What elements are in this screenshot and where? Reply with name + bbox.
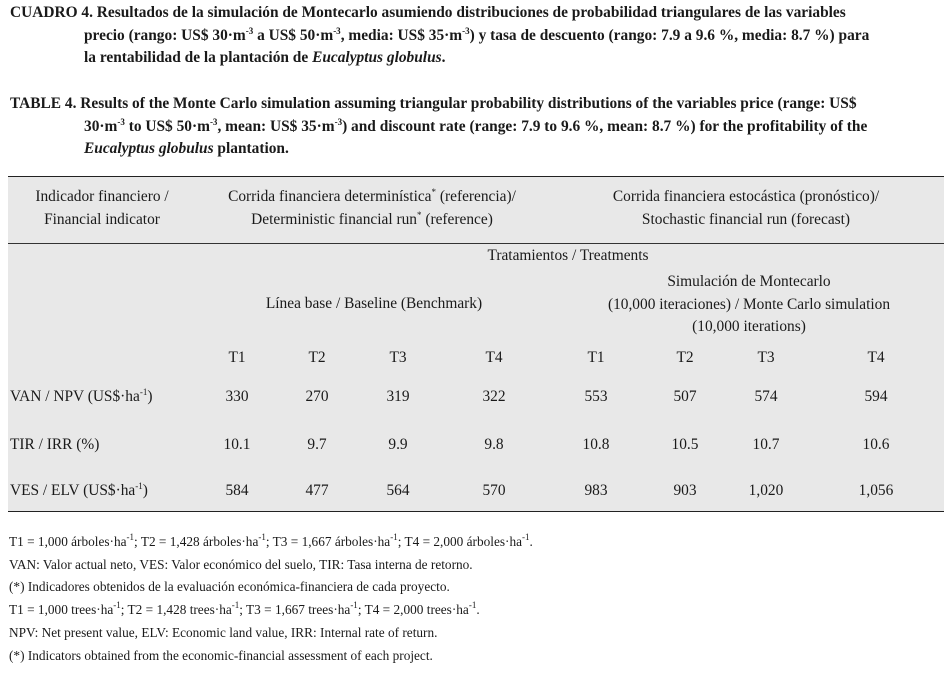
header-deterministic — [228, 186, 516, 231]
superscript: -1 — [390, 532, 398, 542]
row-label-text: TIR / IRR (%) — [10, 436, 100, 453]
caption-es-text: , media: US$ 35·m — [340, 26, 463, 44]
note-abbrev-es: VAN: Valor actual neto, VES: Valor económico del suelo, TIR: Tasa interna de retorno. — [9, 556, 473, 572]
baseline-label: Línea base / Baseline (Benchmark) — [265, 295, 483, 312]
caption-es-line3 — [10, 47, 942, 70]
table-cell: 9.8 — [484, 436, 504, 453]
header-indicator — [35, 186, 168, 231]
table-cell: 570 — [482, 482, 506, 499]
caption-es-text: . — [441, 49, 446, 66]
table-cell: 903 — [673, 482, 697, 499]
column-header: T1 — [228, 349, 246, 366]
header-divider — [8, 243, 944, 244]
superscript: -1 — [231, 600, 240, 611]
asterisk: * — [417, 209, 422, 220]
note-text: ; T4 = 2,000 trees·ha — [357, 602, 469, 618]
table-cell: 1,020 — [748, 482, 784, 499]
caption-en-label: TABLE 4. — [10, 95, 77, 112]
row-label-text: ) — [147, 388, 153, 405]
table-cell: 10.8 — [582, 436, 610, 453]
row-label-text: VES / ELV (US$·ha — [10, 482, 136, 499]
treatments-label: Tratamientos / Treatments — [487, 247, 649, 264]
table-cell: 564 — [386, 482, 410, 499]
montecarlo-text: (10,000 iteraciones) / Monte Carlo simulation — [607, 295, 891, 313]
superscript: -3 — [462, 25, 470, 36]
header-text: Corrida financiera estocástica (pronóstico)/ — [612, 188, 880, 205]
table-cell: 594 — [864, 388, 888, 405]
table-cell: 270 — [305, 388, 329, 405]
table-cell: 9.7 — [307, 436, 327, 453]
caption-es-line1: Resultados de la simulación de Montecarlo asumiendo distribuciones de probabilidad triangulares de las variables — [96, 4, 846, 21]
superscript: -1 — [135, 481, 143, 491]
caption-en-line2 — [10, 116, 942, 139]
table-cell: 10.1 — [223, 436, 251, 453]
row-label-text: VAN / NPV (US$·ha — [10, 388, 140, 405]
header-text: (reference) — [421, 210, 493, 228]
column-header: T2 — [676, 349, 694, 366]
header-text: (referencia)/ — [436, 188, 516, 205]
header-text: Indicador financiero / — [35, 188, 169, 205]
table-cell: 322 — [482, 388, 506, 405]
superscript: -1 — [113, 600, 121, 611]
note-asterisk-en: (*) Indicators obtained from the economic-financial assessment of each project. — [9, 647, 433, 663]
superscript: -1 — [258, 532, 266, 542]
header-text: Stochastic financial run (forecast) — [641, 210, 851, 228]
table-cell: 9.9 — [388, 436, 408, 453]
species-name: Eucalyptus globulus — [312, 49, 442, 66]
species-name: Eucalyptus globulus — [84, 140, 214, 157]
montecarlo-text: (10,000 iterations) — [692, 318, 806, 335]
caption-es-text: precio (rango: US$ 30·m — [84, 26, 246, 44]
table-cell: 1,056 — [858, 482, 894, 499]
column-header: T1 — [587, 349, 605, 366]
column-header: T2 — [308, 349, 326, 366]
caption-es-text: la rentabilidad de la plantación de — [84, 49, 313, 66]
table-cell: 330 — [225, 388, 249, 405]
superscript: -3 — [209, 116, 218, 127]
caption-en-text: to US$ 50·m — [124, 117, 210, 135]
superscript: -3 — [117, 116, 125, 127]
note-text: ; T3 = 1,667 trees·ha — [239, 602, 351, 618]
column-header: T4 — [485, 349, 503, 366]
caption-en-line1: Results of the Monte Carlo simulation assuming triangular probability distributions of the variables price (range: US$ — [80, 95, 857, 112]
note-text: T1 = 1,000 trees·ha — [9, 602, 114, 618]
row-label-irr — [10, 434, 99, 457]
superscript: -3 — [333, 25, 341, 36]
caption-spanish — [10, 2, 942, 70]
superscript: -1 — [468, 600, 477, 611]
table-cell: 477 — [305, 482, 329, 499]
note-asterisk-es: (*) Indicadores obtenidos de la evaluación económica-financiera de cada proyecto. — [9, 579, 450, 595]
caption-en-text: plantation. — [213, 140, 289, 157]
table-notes — [9, 531, 533, 667]
caption-es-line2 — [10, 25, 942, 48]
column-header: T4 — [867, 349, 885, 366]
header-text: Corrida financiera determinística — [228, 188, 432, 205]
caption-en-text: 30·m — [84, 117, 118, 135]
table-cell: 584 — [225, 482, 249, 499]
results-table — [8, 176, 944, 512]
table-cell: 983 — [584, 482, 608, 499]
row-label-elv — [10, 480, 148, 503]
montecarlo-label — [608, 271, 890, 339]
note-text: . — [529, 534, 533, 549]
caption-en-text: ) and discount rate (range: 7.9 to 9.6 %, mean: 8.7 %) for the profitability of the — [342, 117, 868, 135]
note-abbrev-en: NPV: Net present value, ELV: Economic land value, IRR: Internal rate of return. — [9, 624, 438, 640]
table-cell: 10.6 — [862, 436, 890, 453]
table-cell: 319 — [386, 388, 410, 405]
montecarlo-text: Simulación de Montecarlo — [667, 273, 831, 290]
note-text: ; T4 = 2,000 árboles·ha — [397, 534, 523, 549]
note-density-en — [9, 599, 533, 622]
table-cell: 574 — [754, 388, 778, 405]
row-label-text: ) — [142, 482, 148, 499]
caption-es-text: ) y tasa de descuento (rango: 7.9 a 9.6 %, media: 8.7 %) para — [469, 26, 870, 44]
superscript: -1 — [350, 600, 358, 611]
table-cell: 507 — [673, 388, 697, 405]
superscript: -1 — [126, 532, 135, 542]
note-text: ; T2 = 1,428 árboles·ha — [134, 534, 259, 549]
caption-english — [10, 93, 942, 161]
row-label-npv — [10, 386, 152, 409]
asterisk: * — [431, 187, 437, 197]
column-header: T3 — [757, 349, 775, 366]
header-stochastic — [613, 186, 879, 231]
table-cell: 10.7 — [752, 436, 780, 453]
note-density-es — [9, 531, 533, 554]
header-text: Financial indicator — [44, 210, 160, 228]
superscript: -3 — [334, 116, 343, 127]
caption-en-line3 — [10, 138, 942, 161]
caption-en-text: , mean: US$ 35·m — [217, 117, 335, 135]
note-text: . — [476, 602, 480, 618]
superscript: -1 — [139, 387, 148, 397]
caption-es-text: a US$ 50·m — [253, 26, 334, 44]
note-text: ; T3 = 1,667 árboles·ha — [265, 534, 391, 549]
superscript: -1 — [522, 532, 530, 542]
header-text: Deterministic financial run — [251, 210, 417, 228]
table-cell: 10.5 — [671, 436, 699, 453]
note-text: T1 = 1,000 árboles·ha — [9, 534, 127, 549]
caption-es-label: CUADRO 4. — [10, 4, 93, 21]
table-cell: 553 — [584, 388, 608, 405]
column-header: T3 — [389, 349, 407, 366]
superscript: -3 — [245, 25, 254, 36]
note-text: ; T2 = 1,428 trees·ha — [120, 602, 232, 618]
